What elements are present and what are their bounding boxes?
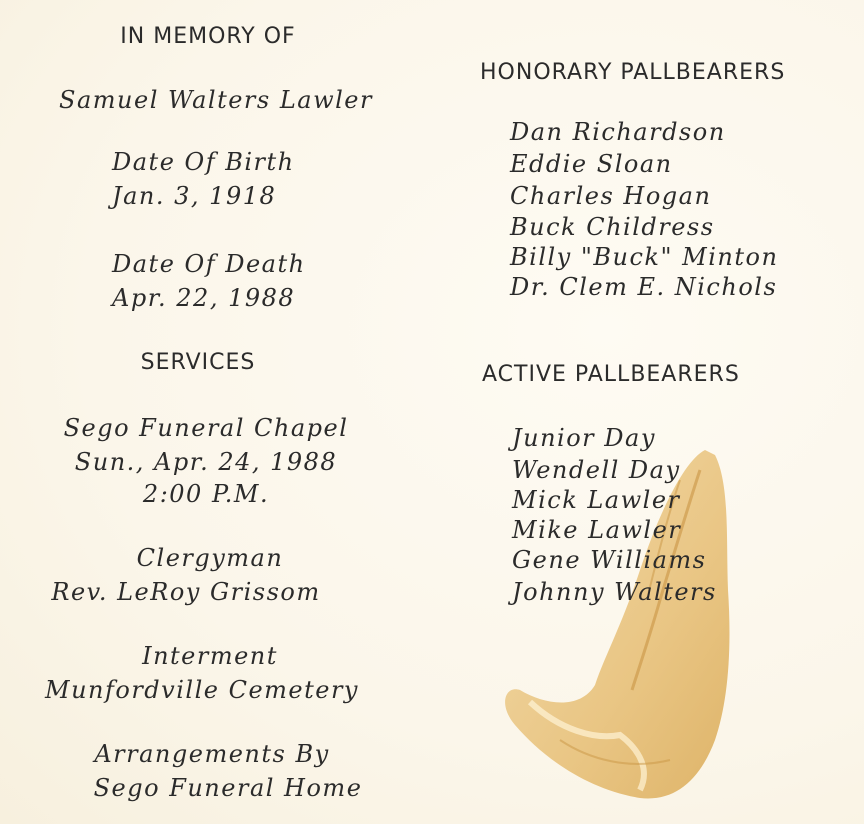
clergy-name: Rev. LeRoy Grissom (51, 578, 321, 606)
honorary-pallbearer: Eddie Sloan (510, 150, 673, 178)
honorary-pallbearer: Billy "Buck" Minton (510, 243, 779, 271)
active-pallbearer: Wendell Day (512, 456, 681, 484)
active-pallbearer: Gene Williams (512, 546, 707, 574)
active-pallbearer: Mick Lawler (512, 486, 681, 514)
chapel-name: Sego Funeral Chapel (63, 414, 349, 442)
funeral-home: Sego Funeral Home (93, 774, 363, 802)
birth-label: Date Of Birth (112, 148, 295, 176)
honorary-pallbearer: Charles Hogan (510, 182, 712, 210)
honorary-pallbearer: Dr. Clem E. Nichols (510, 273, 778, 301)
cemetery-name: Munfordville Cemetery (45, 676, 359, 704)
honorary-pallbearer: Buck Childress (510, 213, 715, 241)
honorary-pallbearer: Dan Richardson (510, 118, 726, 146)
service-date: Sun., Apr. 24, 1988 (74, 448, 338, 476)
death-label: Date Of Death (112, 250, 306, 278)
active-pallbearer: Mike Lawler (512, 516, 682, 544)
active-heading: ACTIVE PALLBEARERS (482, 362, 740, 387)
arrangements-label: Arrangements By (94, 740, 330, 768)
services-heading: SERVICES (140, 350, 256, 375)
clergy-label: Clergyman (136, 544, 284, 572)
birth-date: Jan. 3, 1918 (112, 182, 277, 210)
active-pallbearer: Junior Day (512, 424, 656, 452)
honorary-heading: HONORARY PALLBEARERS (480, 60, 786, 85)
service-time: 2:00 P.M. (142, 480, 270, 508)
memory-heading: IN MEMORY OF (120, 24, 296, 49)
interment-label: Interment (142, 642, 278, 670)
death-date: Apr. 22, 1988 (112, 284, 296, 312)
deceased-name: Samuel Walters Lawler (59, 86, 373, 114)
active-pallbearer: Johnny Walters (512, 578, 717, 606)
